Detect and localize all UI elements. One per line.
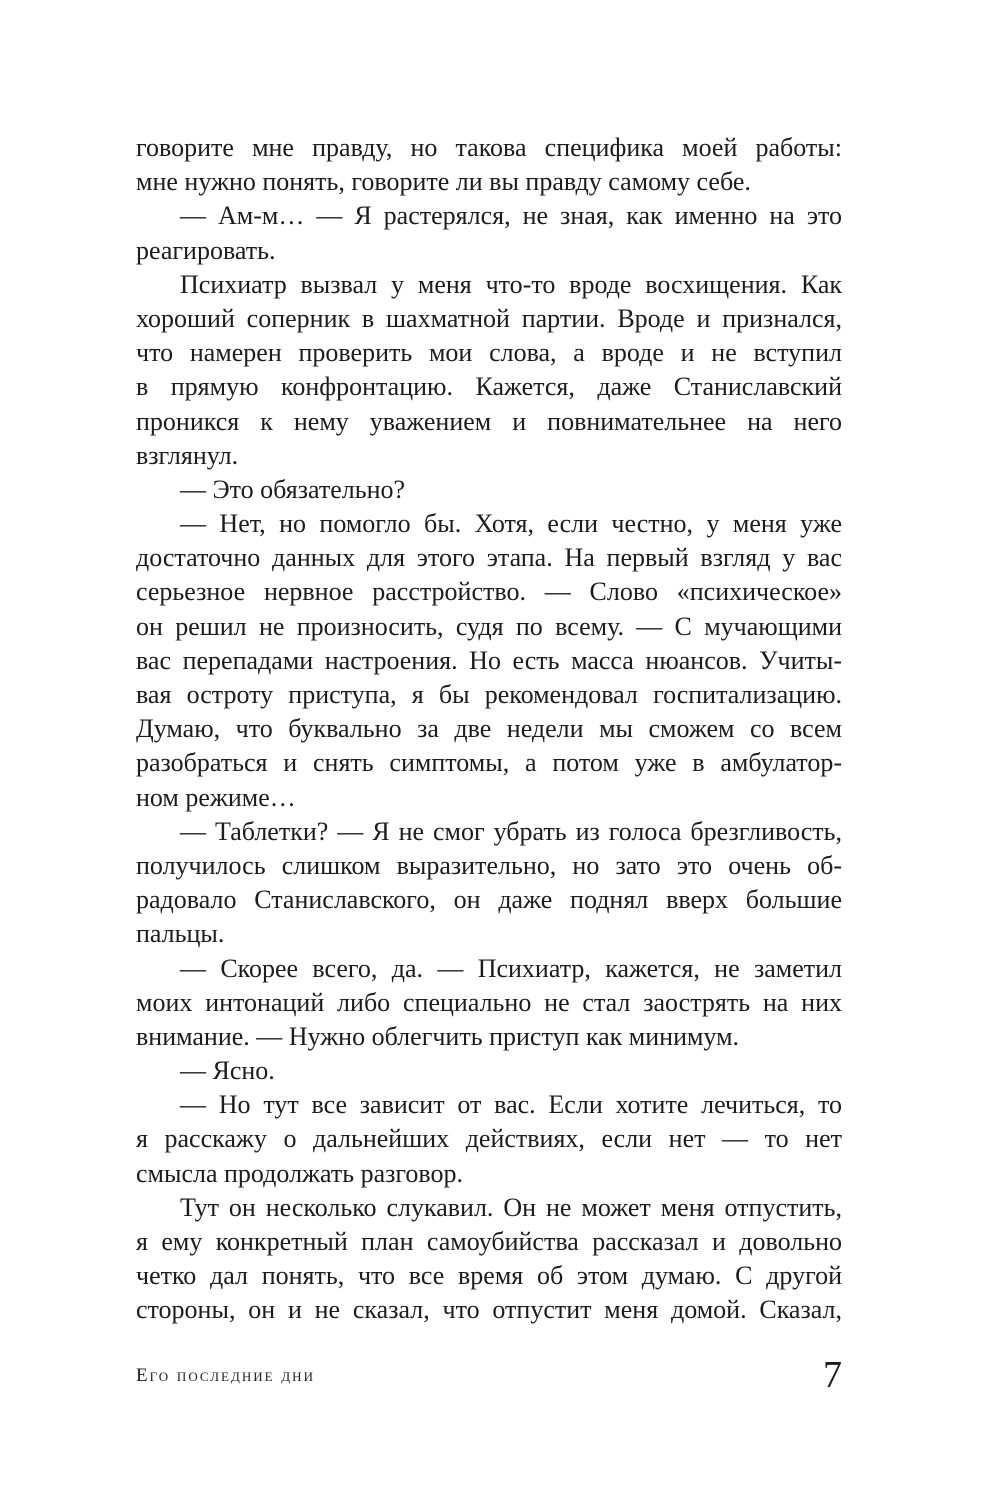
text-line: взглянул. — [136, 440, 239, 470]
text-line: радовало Станиславского, он даже поднял вверх большие — [136, 885, 842, 915]
text-line: говорите мне правду, но такова специфика моей работы: — [136, 133, 842, 162]
text-line: вас перепадами настроения. Но есть масса нюансов. Учиты- — [136, 645, 842, 675]
text-line: ном режиме… — [136, 782, 296, 812]
text-line: моих интонаций либо специально не стал заострять на них — [136, 987, 842, 1017]
text-line: серьезное нервное расстройство. — Слово «психическое» — [136, 577, 842, 607]
text-line: — Нет, но помогло бы. Хотя, если честно, у меня уже — [180, 509, 842, 539]
text-line: я расскажу о дальнейших действиях, если нет — то нет — [136, 1124, 842, 1154]
text-line: достаточно данных для этого этапа. На первый взгляд у вас — [136, 543, 842, 573]
text-line: хороший соперник в шахматной партии. Вроде и признался, — [136, 303, 842, 333]
text-line: стороны, он и не сказал, что отпустит меня домой. Сказал, — [136, 1295, 842, 1325]
text-line: — Скорее всего, да. — Психиатр, кажется, не заметил — [180, 953, 842, 983]
text-line: внимание. — Нужно облегчить приступ как минимум. — [136, 1021, 740, 1051]
text-line: — Это обязательно? — [180, 474, 406, 504]
text-line: он решил не произносить, судя по всему. — С мучающими — [136, 611, 842, 641]
running-footer: Его последние дни — [136, 1365, 315, 1386]
body-text — [136, 131, 842, 1328]
text-line: получилось слишком выразительно, но зато это очень об- — [136, 850, 842, 880]
text-line: вая остроту приступа, я бы рекомендовал госпитализацию. — [136, 680, 842, 709]
text-line: разобраться и снять симптомы, а потом уже в амбулатор- — [136, 748, 842, 778]
text-line: реагировать. — [136, 235, 276, 265]
text-line: Думаю, что буквально за две недели мы сможем со всем — [136, 714, 842, 744]
text-line: — Ам-м… — Я растерялся, не зная, как именно на это — [180, 201, 842, 231]
text-line: проникся к нему уважением и повнимательнее на него — [136, 406, 842, 436]
text-line: Психиатр вызвал у меня что-то вроде восхищения. Как — [180, 269, 842, 299]
text-line: — Таблетки? — Я не смог убрать из голоса брезгливость, — [180, 816, 842, 846]
text-line: в прямую конфронтацию. Кажется, даже Станиславский — [136, 372, 842, 402]
page-number: 7 — [823, 1354, 842, 1396]
text-line: — Ясно. — [180, 1056, 275, 1086]
text-line: мне нужно понять, говорите ли вы правду самому себе. — [136, 167, 751, 197]
text-line: четко дал понять, что все время об этом думаю. С другой — [136, 1261, 842, 1291]
text-line: я ему конкретный план самоубийства рассказал и довольно — [136, 1227, 842, 1256]
text-line: Тут он несколько слукавил. Он не может меня отпустить, — [180, 1192, 842, 1222]
text-line: что намерен проверить мои слова, а вроде и не вступил — [136, 338, 842, 368]
text-line: пальцы. — [136, 919, 225, 949]
text-line: — Но тут все зависит от вас. Если хотите лечиться, то — [180, 1090, 842, 1120]
text-line: смысла продолжать разговор. — [136, 1158, 464, 1188]
